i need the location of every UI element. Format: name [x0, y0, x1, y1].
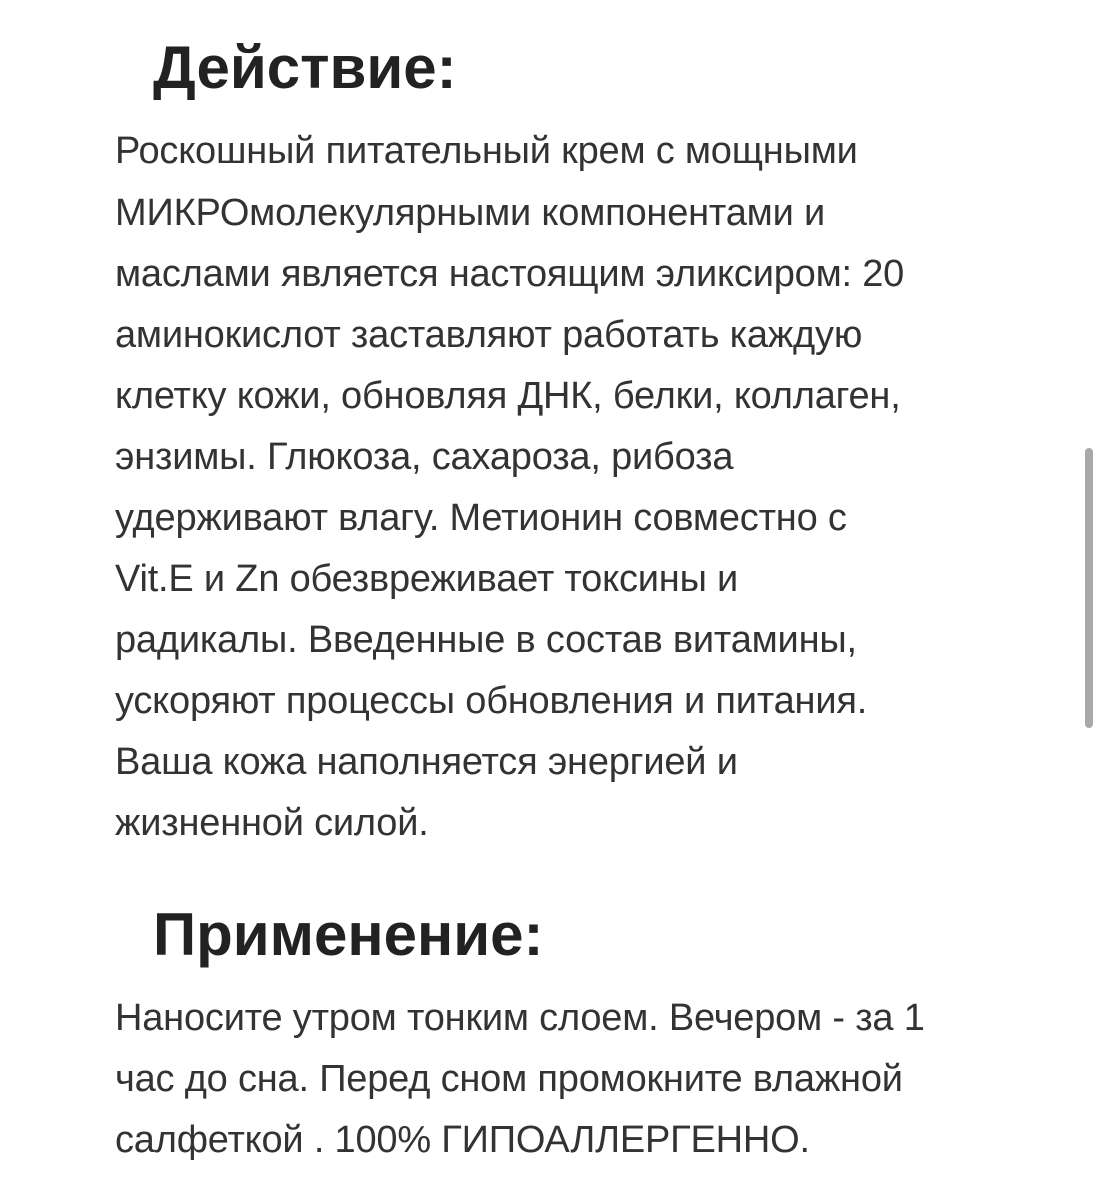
action-line: клетку кожи, обновляя ДНК, белки, коллаген,	[115, 375, 901, 417]
action-line: МИКРОмолекулярными компонентами и	[115, 192, 825, 234]
usage-line: салфеткой . 100% ГИПОАЛЛЕРГЕННО.	[115, 1119, 810, 1161]
usage-heading: Применение:	[153, 901, 544, 968]
action-line: Роскошный питательный крем с мощными	[115, 130, 858, 172]
action-line: удерживают влагу. Метионин совместно с	[115, 497, 847, 539]
action-line: жизненной силой.	[115, 802, 429, 844]
usage-line: Наносите утром тонким слоем. Вечером - за 1	[115, 997, 925, 1039]
action-line: ускоряют процессы обновления и питания.	[115, 680, 868, 722]
action-line: радикалы. Введенные в состав витамины,	[115, 619, 857, 661]
scrollbar-thumb[interactable]	[1085, 448, 1093, 728]
action-line: Vit.E и Zn обезвреживает токсины и	[115, 558, 739, 600]
action-line: аминокислот заставляют работать каждую	[115, 314, 863, 356]
action-heading: Действие:	[153, 34, 457, 101]
action-line: энзимы. Глюкоза, сахароза, рибоза	[115, 436, 734, 478]
action-line: Ваша кожа наполняется энергией и	[115, 741, 738, 783]
action-line: маслами является настоящим эликсиром: 20	[115, 253, 905, 295]
usage-line: час до сна. Перед сном промокните влажной	[115, 1058, 903, 1100]
